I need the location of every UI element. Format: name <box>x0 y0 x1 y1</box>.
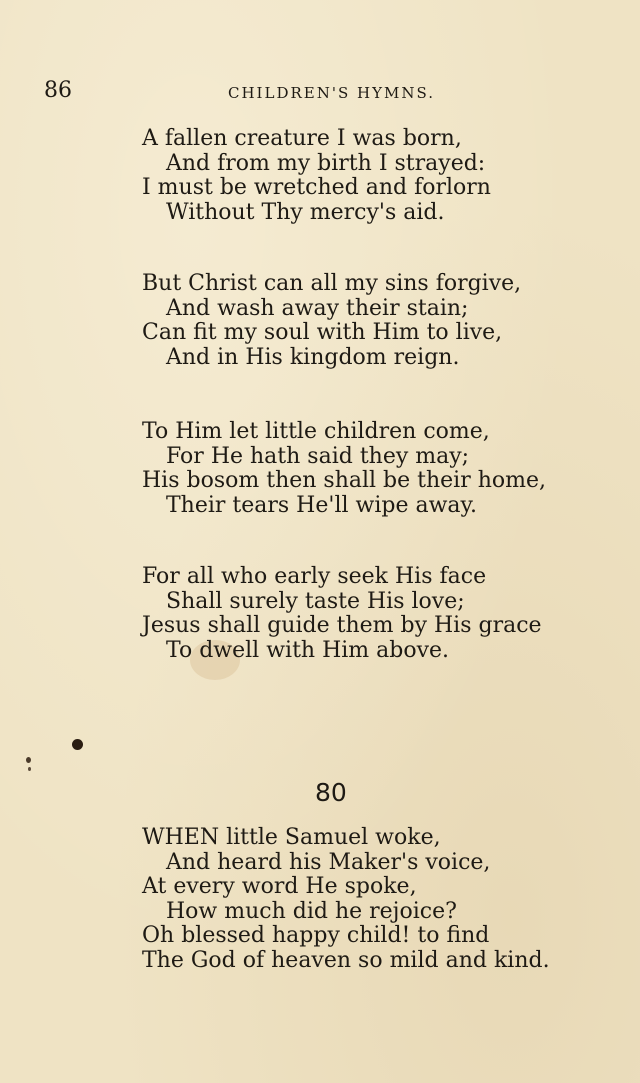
verse-line: Without Thy mercy's aid. <box>166 199 445 225</box>
verse-line: And from my birth I strayed: <box>166 150 486 176</box>
verse-line: Jesus shall guide them by His grace <box>142 613 542 638</box>
verse-line: And wash away their stain; <box>166 295 469 321</box>
ink-speck <box>28 767 31 771</box>
verse-line: His bosom then shall be their home, <box>142 468 547 493</box>
verse-line: At every word He spoke, <box>142 874 417 899</box>
verse-line: To dwell with Him above. <box>166 637 450 663</box>
verse-line: For He hath said they may; <box>166 443 470 469</box>
verse-line: The God of heaven so mild and kind. <box>142 947 550 973</box>
ink-blot <box>72 739 83 750</box>
verse-line: But Christ can all my sins forgive, <box>142 271 522 296</box>
verse-line: And heard his Maker's voice, <box>166 849 491 875</box>
verse-line: Their tears He'll wipe away. <box>166 492 478 518</box>
verse-line: A fallen creature I was born, <box>142 126 462 151</box>
verse-line: I must be wretched and forlorn <box>142 175 491 200</box>
hymn-number: 80 <box>315 778 347 807</box>
hymn-stanza-4 <box>142 565 542 663</box>
verse-line: And in His kingdom reign. <box>166 344 460 370</box>
verse-line: WHEN little Samuel woke, <box>142 825 441 850</box>
hymn-stanza-1 <box>142 127 491 225</box>
verse-line: For all who early seek His face <box>142 564 487 589</box>
verse-line: Oh blessed happy child! to find <box>142 923 490 948</box>
ink-speck <box>26 757 31 763</box>
verse-line: Can fit my soul with Him to live, <box>142 320 503 345</box>
hymn-80-stanza <box>142 826 550 973</box>
verse-line: To Him let little children come, <box>142 419 490 444</box>
verse-line: Shall surely taste His love; <box>166 588 465 614</box>
verse-line: How much did he rejoice? <box>166 898 457 924</box>
hymn-stanza-2 <box>142 272 521 370</box>
page-number: 86 <box>44 78 72 103</box>
hymn-stanza-3 <box>142 420 546 518</box>
page-header <box>0 78 640 108</box>
running-head: CHILDREN'S HYMNS. <box>228 84 435 102</box>
